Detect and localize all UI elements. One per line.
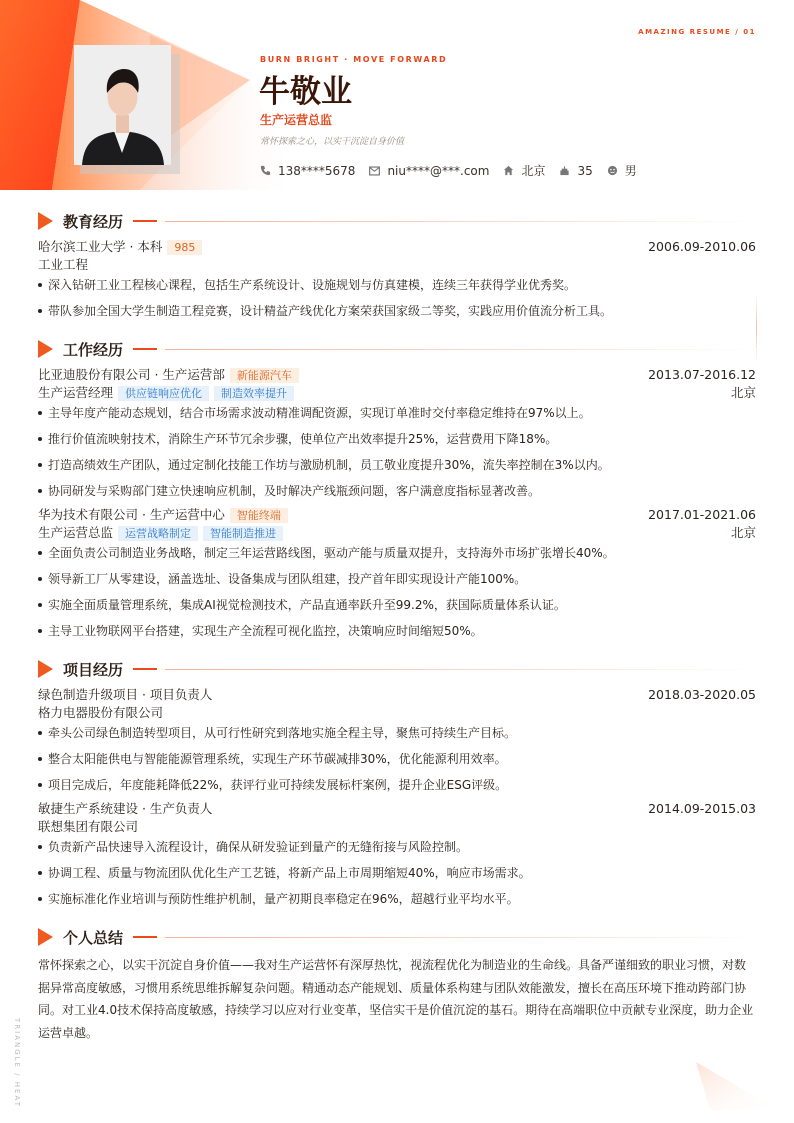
mail-icon	[369, 166, 380, 176]
education-row	[38, 239, 756, 255]
project-date: 2018.03-2020.05	[648, 687, 756, 702]
section-header-projects	[38, 659, 758, 679]
section-divider	[165, 669, 758, 670]
project-org: 格力电器股份有限公司	[38, 705, 164, 720]
candidate-motto: 常怀探索之心，以实干沉淀自身价值	[260, 137, 405, 147]
work-skill-tag: 供应链响应优化	[118, 386, 209, 401]
contact-gender-text: 男	[624, 164, 637, 178]
list-item: 深入钻研工业工程核心课程，包括生产系统设计、设施规划与仿真建模，连续三年获得学业优秀奖。	[38, 277, 748, 293]
section-dash	[133, 668, 157, 670]
project-row-2	[38, 801, 756, 817]
summary-text: 常怀探索之心，以实干沉淀自身价值——我对生产运营怀有深厚热忱，视流程优化为制造业的生命线。具备严谨细致的职业习惯，对数据异常高度敏感，习惯用系统思维拆解复杂问题。精通动态产能规划、质量体系构建与团队效能激发，擅长在高压环境下推动跨部门协同。对工业4.0技术保持高度敏感，持续学习以应对行业变革，坚信实干是价值沉淀的基石。期待在高端职位中贡献专业深度，助力企业运营卓越。	[38, 958, 754, 1040]
education-tag: 985	[167, 240, 202, 255]
cake-icon	[559, 165, 570, 176]
list-item: 协调工程、质量与物流团队优化生产工艺链，将新产品上市周期缩短40%，响应市场需求。	[38, 865, 748, 881]
contact-location-text: 北京	[521, 164, 546, 178]
contact-phone	[260, 164, 355, 178]
work-row-2	[38, 507, 756, 523]
section-header-summary	[38, 927, 758, 947]
header-tagline: BURN BRIGHT · MOVE FORWARD	[260, 55, 448, 64]
triangle-icon	[38, 928, 53, 946]
education-date: 2006.09-2010.06	[648, 239, 756, 254]
list-item: 实施全面质量管理系统，集成AI视觉检测技术，产品直通率跃升至99.2%，获国际质量体系认证。	[38, 597, 748, 613]
candidate-role: 生产运营总监	[260, 113, 333, 127]
project-date: 2014.09-2015.03	[648, 801, 756, 816]
home-icon	[503, 165, 514, 176]
work-location: 北京	[730, 385, 756, 400]
list-item: 协同研发与采购部门建立快速响应机制，及时解决产线瓶颈问题，客户满意度指标显著改善。	[38, 483, 748, 499]
section-header-education	[38, 211, 758, 231]
resume-code: AMAZING RESUME / 01	[638, 28, 756, 36]
avatar	[74, 45, 171, 165]
section-title: 教育经历	[63, 212, 124, 231]
section-title: 个人总结	[63, 928, 124, 947]
work-company-tag: 智能终端	[230, 508, 288, 523]
section-divider	[165, 221, 758, 222]
section-header-work	[38, 339, 758, 359]
section-dash	[133, 936, 157, 938]
section-title: 项目经历	[63, 660, 124, 679]
list-item: 牵头公司绿色制造转型项目，从可行性研究到落地实施全程主导，聚焦可持续生产目标。	[38, 725, 748, 741]
contact-gender	[607, 162, 637, 179]
list-item: 整合太阳能供电与智能能源管理系统，实现生产环节碳减排30%，优化能源利用效率。	[38, 751, 748, 767]
work-position-row-2	[38, 525, 756, 541]
triangle-icon	[38, 212, 53, 230]
list-item: 主导工业物联网平台搭建，实现生产全流程可视化监控，决策响应时间缩短50%。	[38, 623, 748, 639]
section-title: 工作经历	[63, 340, 124, 359]
work-position: 生产运营总监	[38, 525, 114, 540]
contact-email-text: niu****@***.com	[387, 163, 490, 178]
list-item: 打造高绩效生产团队，通过定制化技能工作坊与激励机制，员工敬业度提升30%，流失率控制在3%以内。	[38, 457, 748, 473]
list-item: 领导新工厂从零建设，涵盖选址、设备集成与团队组建，投产首年即实现设计产能100%。	[38, 571, 748, 587]
list-item: 推行价值流映射技术，消除生产环节冗余步骤，使单位产出效率提升25%，运营费用下降18%。	[38, 431, 748, 447]
contact-location	[503, 162, 545, 179]
work-company: 华为技术有限公司 · 生产运营中心	[38, 507, 225, 522]
work-position-row-1	[38, 385, 756, 401]
face-icon	[607, 165, 618, 176]
list-item: 实施标准化作业培训与预防性维护机制，量产初期良率稳定在96%，超越行业平均水平。	[38, 891, 748, 907]
project-org: 联想集团有限公司	[38, 819, 139, 834]
contact-phone-text: 138****5678	[278, 163, 356, 178]
work-skill-tag: 智能制造推进	[203, 526, 283, 541]
triangle-icon	[38, 660, 53, 678]
contact-email	[369, 164, 489, 178]
work-position: 生产运营经理	[38, 385, 114, 400]
work-skill-tag: 制造效率提升	[214, 386, 294, 401]
person-portrait-icon	[74, 45, 171, 165]
project-row-1	[38, 687, 756, 703]
triangle-icon	[38, 340, 53, 358]
work-company-tag: 新能源汽车	[230, 368, 299, 383]
education-major: 工业工程	[38, 257, 89, 272]
list-item: 全面负责公司制造业务战略，制定三年运营路线图，驱动产能与质量双提升，支持海外市场扩张增长40%。	[38, 545, 748, 561]
vertical-label: TRIANGLE / HEAT	[13, 1018, 21, 1108]
work-date: 2017.01-2021.06	[648, 507, 756, 522]
education-school: 哈尔滨工业大学 · 本科	[38, 239, 163, 254]
project-title: 绿色制造升级项目 · 项目负责人	[38, 687, 213, 702]
work-company: 比亚迪股份有限公司 · 生产运营部	[38, 367, 225, 382]
list-item: 主导年度产能动态规划，结合市场需求波动精准调配资源，实现订单准时交付率稳定维持在97%以上。	[38, 405, 748, 421]
section-divider	[165, 937, 758, 938]
work-location: 北京	[730, 525, 756, 540]
section-divider	[165, 349, 758, 350]
work-date: 2013.07-2016.12	[648, 367, 756, 382]
project-title: 敏捷生产系统建设 · 生产负责人	[38, 801, 213, 816]
list-item: 项目完成后，年度能耗降低22%，获评行业可持续发展标杆案例，提升企业ESG评级。	[38, 777, 748, 793]
contact-bar	[260, 162, 651, 179]
list-item: 负责新产品快速导入流程设计，确保从研发验证到量产的无缝衔接与风险控制。	[38, 839, 748, 855]
phone-icon	[260, 165, 271, 176]
list-item: 带队参加全国大学生制造工程竞赛，设计精益产线优化方案荣获国家级二等奖，实践应用价值流分析工具。	[38, 303, 748, 319]
candidate-name: 牛敬业	[259, 74, 352, 110]
contact-age	[559, 164, 592, 178]
contact-age-text: 35	[577, 163, 593, 178]
work-row-1	[38, 367, 756, 383]
section-dash	[133, 220, 157, 222]
work-skill-tag: 运营战略制定	[118, 526, 198, 541]
section-dash	[133, 348, 157, 350]
